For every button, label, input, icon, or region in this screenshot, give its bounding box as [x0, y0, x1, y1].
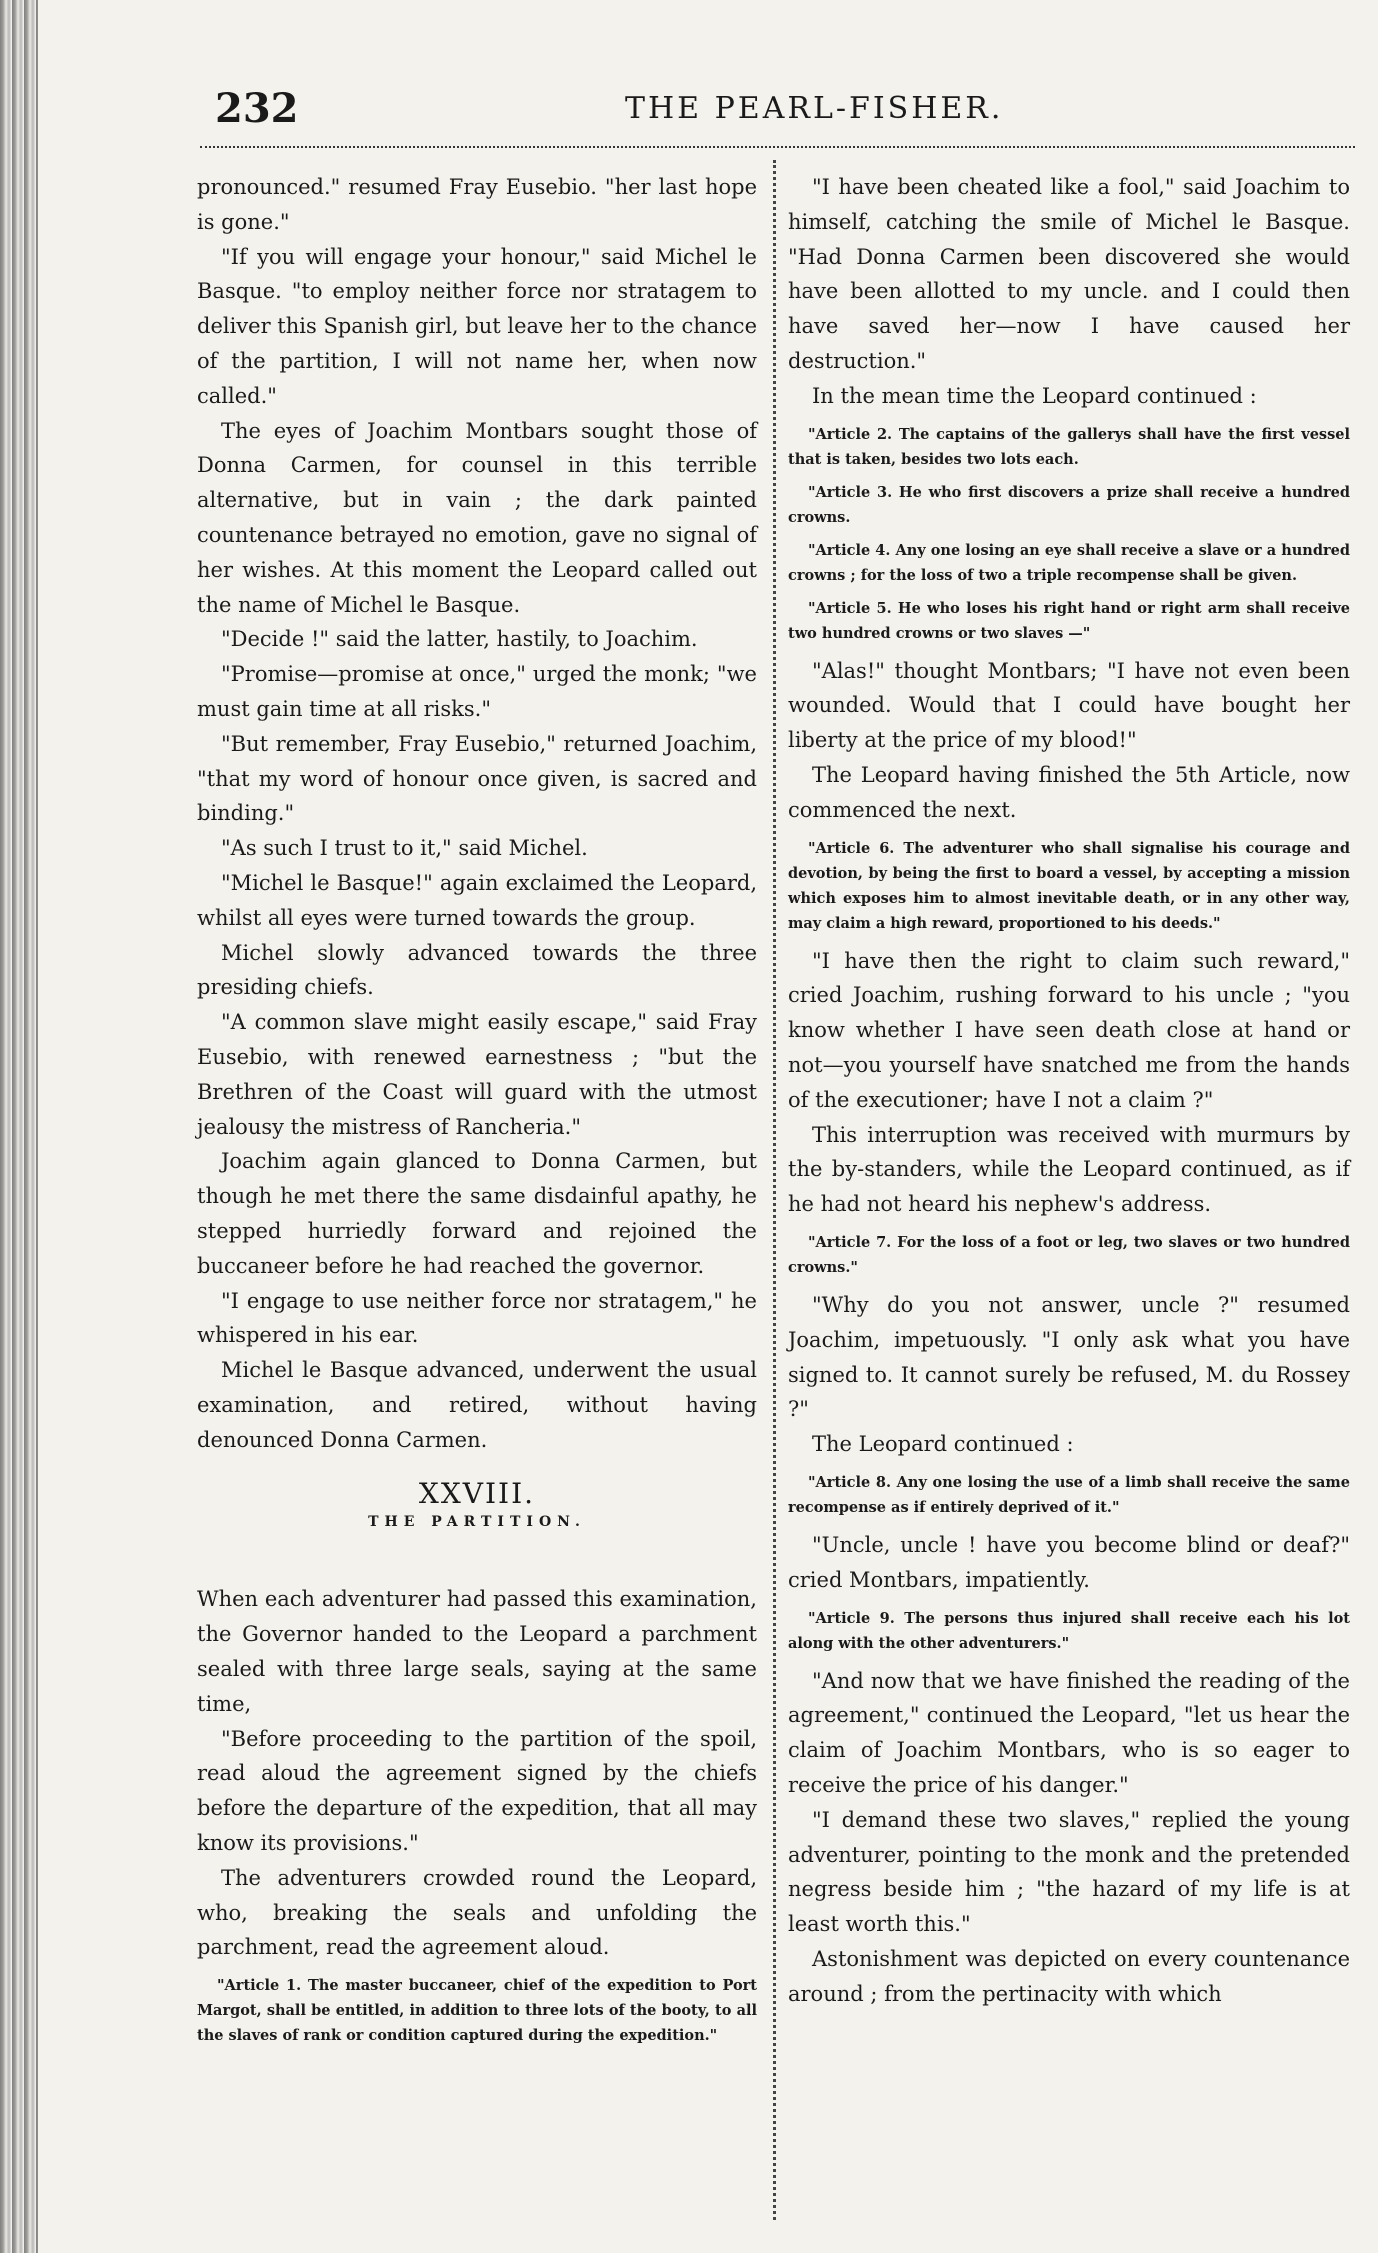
paragraph: "I have been cheated like a fool," said Joachim to himself, catching the smile of Michel le Basque. "Had Donna Carmen been discovered she would have been allotted to my uncle. and I could then have saved her—now I have caused her destruction.": [788, 175, 1350, 373]
paragraph: "Decide !" said the latter, hastily, to Joachim.: [221, 627, 698, 652]
chapter-number: XXVIII.: [418, 1477, 536, 1511]
paragraph: "Before proceeding to the partition of the spoil, read aloud the agreement signed by the chiefs before the departure of the expedition, that all may know its provisions.": [197, 1726, 757, 1856]
column-divider: [773, 160, 776, 2220]
paragraph: "If you will engage your honour," said Michel le Basque. "to employ neither force nor stratagem to deliver this Spanish girl, but leave her to the chance of the partition, I will not name her, when now called.": [197, 244, 757, 408]
article-text: "Article 5. He who loses his right hand or right arm shall receive two hundred crowns or two slaves —": [788, 599, 1350, 642]
paragraph: "Why do you not answer, uncle ?" resumed Joachim, impetuously. "I only ask what you have signed to. It cannot surely be refused, M. du Rossey ?": [788, 1292, 1350, 1422]
paragraph: In the mean time the Leopard continued :: [812, 383, 1257, 408]
paragraph: The Leopard continued :: [812, 1432, 1074, 1457]
paragraph: pronounced." resumed Fray Eusebio. "her last hope is gone.": [197, 175, 757, 234]
paragraph: "And now that we have finished the reading of the agreement," continued the Leopard, "let us hear the claim of Joachim Montbars, who is so eager to receive the price of his danger.": [788, 1668, 1350, 1797]
article-text: "Article 3. He who first discovers a prize shall receive a hundred crowns.: [788, 483, 1350, 526]
paragraph: This interruption was received with murmurs by the by-standers, while the Leopard continued, as if he had not heard his nephew's address.: [788, 1122, 1350, 1217]
article-text: "Article 6. The adventurer who shall signalise his courage and devotion, by being the first to board a vessel, by accepting a mission which exposes him to almost inevitable death, or in any other way, may claim a high reward, proportioned to his deeds.": [788, 839, 1350, 932]
paragraph: The Leopard having finished the 5th Article, now commenced the next.: [788, 762, 1350, 822]
right-column: [788, 170, 1350, 2011]
paragraph: Michel slowly advanced towards the three presiding chiefs.: [197, 940, 757, 1000]
paragraph: "Michel le Basque!" again exclaimed the Leopard, whilst all eyes were turned towards the group.: [197, 870, 757, 930]
paragraph: "A common slave might easily escape," said Fray Eusebio, with renewed earnestness ; "but the Brethren of the Coast will guard with the utmost jealousy the mistress of Rancheria.": [197, 1010, 757, 1139]
paragraph: "I engage to use neither force nor stratagem," he whispered in his ear.: [197, 1288, 757, 1348]
paragraph: The eyes of Joachim Montbars sought those of Donna Carmen, for counsel in this terrible alternative, but in vain ; the dark painted countenance betrayed no emotion, gave no signal of her wishes. At this moment the Leopard called out the name of Michel le Basque.: [197, 418, 757, 617]
header-rule: [200, 146, 1355, 148]
binding-gutter: [0, 0, 38, 2253]
paragraph: The adventurers crowded round the Leopard, who, breaking the seals and unfolding the parchment, read the agreement aloud.: [197, 1865, 757, 1960]
paragraph: "Promise—promise at once," urged the monk; "we must gain time at all risks.": [197, 662, 757, 721]
article-text: "Article 1. The master buccaneer, chief of the expedition to Port Margot, shall be entitled, in addition to three lots of the booty, to all the slaves of rank or condition captured during the expedition.": [197, 1977, 757, 2045]
paragraph: Michel le Basque advanced, underwent the usual examination, and retired, without having denounced Donna Carmen.: [197, 1358, 757, 1452]
paragraph: "I demand these two slaves," replied the young adventurer, pointing to the monk and the pretended negress beside him ; "the hazard of my life is at least worth this.": [788, 1807, 1350, 1937]
running-head: [215, 85, 1355, 135]
paragraph: "As such I trust to it," said Michel.: [221, 836, 588, 861]
article-text: "Article 7. For the loss of a foot or leg, two slaves or two hundred crowns.": [788, 1233, 1350, 1276]
page-number: 232: [215, 85, 299, 132]
article-text: "Article 8. Any one losing the use of a limb shall receive the same recompense as if entirely deprived of it.": [788, 1473, 1350, 1516]
left-column: [197, 170, 757, 2056]
article-text: "Article 2. The captains of the gallerys shall have the first vessel that is taken, besides two lots each.: [788, 425, 1350, 468]
article-text: "Article 9. The persons thus injured shall receive each his lot along with the other adventurers.": [788, 1609, 1350, 1652]
paragraph: Astonishment was depicted on every countenance around ; from the pertinacity with which: [788, 1946, 1350, 2006]
paragraph: "Alas!" thought Montbars; "I have not even been wounded. Would that I could have bought her liberty at the price of my blood!": [788, 658, 1350, 753]
paragraph: "Uncle, uncle ! have you become blind or deaf?" cried Montbars, impatiently.: [788, 1532, 1350, 1592]
chapter-title: THE PARTITION.: [368, 1514, 586, 1531]
paragraph: Joachim again glanced to Donna Carmen, but though he met there the same disdainful apathy, he stepped hurriedly forward and rejoined the buccaneer before he had reached the governor.: [197, 1149, 757, 1278]
article-text: "Article 4. Any one losing an eye shall receive a slave or a hundred crowns ; for the loss of two a triple recompense shall be given.: [788, 541, 1350, 584]
paragraph: "I have then the right to claim such reward," cried Joachim, rushing forward to his uncle ; "you know whether I have seen death close at hand or not—you yourself have snatched me from the hands of the executioner; have I not a claim ?": [788, 948, 1350, 1112]
paragraph: When each adventurer had passed this examination, the Governor handed to the Leopard a parchment sealed with three large seals, saying at the same time,: [197, 1587, 757, 1716]
paragraph: "But remember, Fray Eusebio," returned Joachim, "that my word of honour once given, is sacred and binding.": [197, 731, 757, 826]
running-title: THE PEARL-FISHER.: [625, 91, 1004, 126]
